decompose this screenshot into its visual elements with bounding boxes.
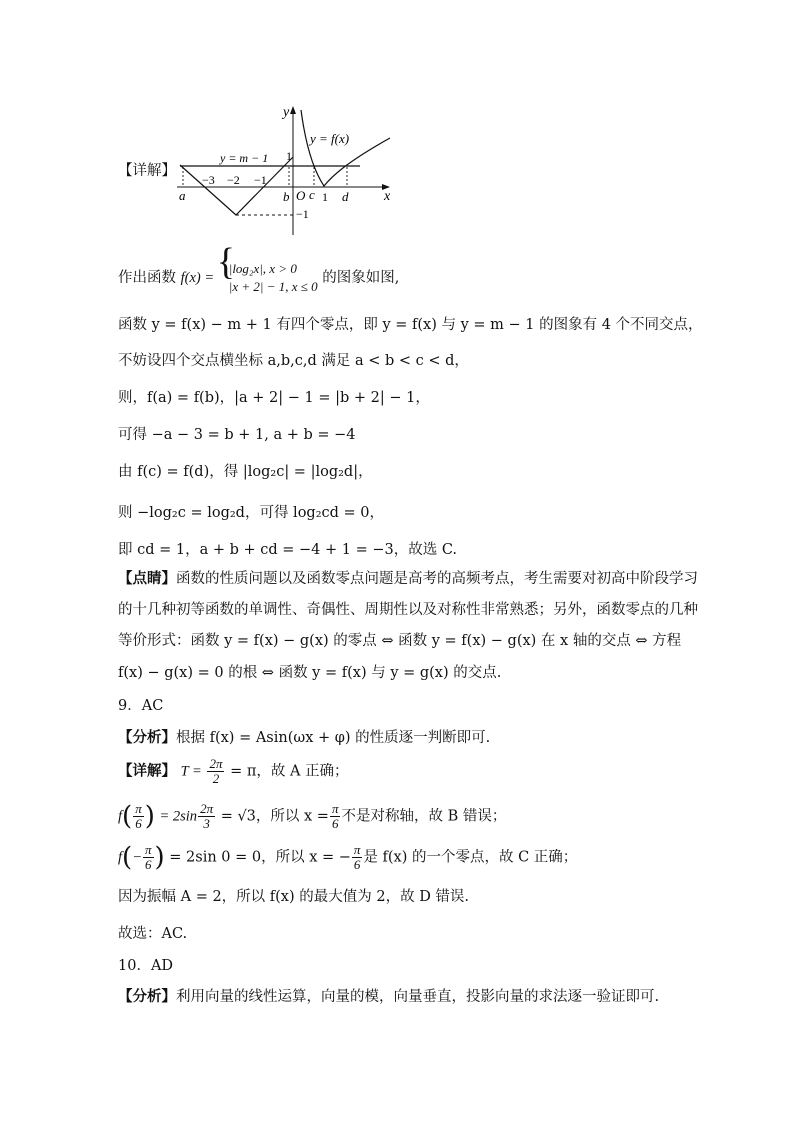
piecewise-block xyxy=(219,260,318,296)
fraction-neg-pi-6: $\frac{\pi}{6}$ xyxy=(144,842,152,872)
text-line-12: f(x) − g(x) = 0 的根 ⇔ 函数 y = f(x) 与 y = g(x) 的交点. xyxy=(118,665,502,681)
fraction-pi-6-c: $\frac{\pi}{6}$ xyxy=(353,842,361,872)
l15-label: 【详解】 xyxy=(118,763,176,780)
text-line-2: 函数 y = f(x) − m + 1 有四个零点，即 y = f(x) 与 y = m − 1 的图象有 4 个不同交点， xyxy=(118,317,703,333)
text-line-11: 等价形式：函数 y = f(x) − g(x) 的零点 ⇔ 函数 y = f(x) − g(x) 在 x 轴的交点 ⇔ 方程 xyxy=(118,633,682,649)
l14-text: 根据 f(x) = Asin(ωx + φ) 的性质逐一判断即可. xyxy=(176,730,491,746)
l21-label: 【分析】 xyxy=(118,989,176,1005)
text-line-8: 即 cd = 1，a + b + cd = −4 + 1 = −3，故选 C. xyxy=(118,542,458,558)
figure-label: 【详解】 xyxy=(118,163,176,179)
text-line-19: 故选：AC. xyxy=(118,926,188,942)
l1-pre: 作出函数 xyxy=(118,270,176,286)
y-axis-label: y xyxy=(283,105,290,120)
l9-text: 函数的性质问题以及函数零点问题是高考的高频考点，考生需要对初高中阶段学习 xyxy=(176,571,698,587)
y-axis-arrow xyxy=(290,106,296,114)
point-b: b xyxy=(283,189,290,204)
piecewise-case-2: |x + 2| − 1, x ≤ 0 xyxy=(228,279,318,294)
point-c: c xyxy=(309,187,315,202)
text-line-15 xyxy=(118,757,349,786)
l15-pre: T = xyxy=(180,763,202,780)
question-9-answer: 9．AC xyxy=(118,698,164,714)
text-line-9 xyxy=(118,568,698,590)
curve-label: y = f(x) xyxy=(310,131,350,146)
text-line-3: 不妨设四个交点横坐标 a,b,c,d 满足 a < b < c < d， xyxy=(118,353,469,369)
fraction-2pi-2: $\frac{2\pi}{2}$ xyxy=(209,756,223,786)
tick-neg3: −3 xyxy=(202,173,215,187)
fraction-pi-6-b: $\frac{\pi}{6}$ xyxy=(331,801,339,831)
l16-post: 不是对称轴，故 B 错误； xyxy=(341,808,507,825)
point-d: d xyxy=(342,189,349,204)
log-curve xyxy=(301,110,390,186)
text-line-17: f(− $\frac{\pi}{6}$ ) = 2sin 0 = 0，所以 x = − $\frac{\pi}{6}$ 是 f(x) 的一个零点，故 C 正确； xyxy=(118,842,578,873)
origin-label: O xyxy=(296,188,306,203)
l17-neg: − xyxy=(132,849,142,866)
text-line-21 xyxy=(118,986,659,1008)
l1-post: 的图象如图, xyxy=(322,270,400,286)
text-line-16: f( $\frac{\pi}{6}$ ) = 2sin $\frac{2\pi}{3}$ = √3，所以 x = $\frac{\pi}{6}$ 不是对称轴，故 B 错误； xyxy=(118,801,507,832)
tick-1y: 1 xyxy=(286,149,292,163)
tick-neg1: −1 xyxy=(254,173,267,187)
text-line-7: 则 −log₂c = log₂d，可得 log₂cd = 0， xyxy=(118,505,385,521)
l16-mid: = 2sin xyxy=(159,808,198,825)
text-line-18: 因为振幅 A = 2，所以 f(x) 的最大值为 2，故 D 错误. xyxy=(118,889,470,905)
l21-text: 利用向量的线性运算，向量的模，向量垂直，投影向量的求法逐一验证即可. xyxy=(176,989,660,1005)
text-line-10: 的十几种初等函数的单调性、奇偶性、周期性以及对称性非常熟悉；另外，函数零点的几种 xyxy=(118,602,698,618)
text-line-14 xyxy=(118,727,490,749)
x-axis-label: x xyxy=(384,189,391,204)
l16-mid2: = √3，所以 x = xyxy=(220,808,329,825)
l9-label: 【点睛】 xyxy=(118,571,176,587)
l14-label: 【分析】 xyxy=(118,730,176,746)
function-graph xyxy=(172,100,402,235)
tick-neg1y: −1 xyxy=(296,207,309,221)
fraction-pi-6: $\frac{\pi}{6}$ xyxy=(135,801,142,831)
question-10-answer: 10．AD xyxy=(118,958,174,974)
point-a: a xyxy=(179,188,186,203)
fraction-2pi-3: $\frac{2\pi}{3}$ xyxy=(200,801,214,831)
text-line-1 xyxy=(118,260,399,296)
tick-neg2: −2 xyxy=(227,173,240,187)
l17-mid: = 2sin 0 = 0，所以 x = − xyxy=(169,849,351,866)
text-line-5: 可得 −a − 3 = b + 1, a + b = −4 xyxy=(118,427,356,443)
piecewise-case-1: { |log₂x|, x > 0 xyxy=(228,261,297,276)
text-line-4: 则，f(a) = f(b)，|a + 2| − 1 = |b + 2| − 1， xyxy=(118,390,430,406)
line-label: y = m − 1 xyxy=(220,151,269,165)
l1-fx: f(x) = xyxy=(180,270,215,286)
text-line-6: 由 f(c) = f(d)，得 |log₂c| = |log₂d|， xyxy=(118,464,373,480)
l16-f: f xyxy=(118,808,123,825)
l17-f: f xyxy=(118,849,123,866)
tick-1x: 1 xyxy=(322,190,328,204)
l17-post: 是 f(x) 的一个零点，故 C 正确； xyxy=(363,849,578,866)
l15-post: = π，故 A 正确； xyxy=(230,763,349,780)
